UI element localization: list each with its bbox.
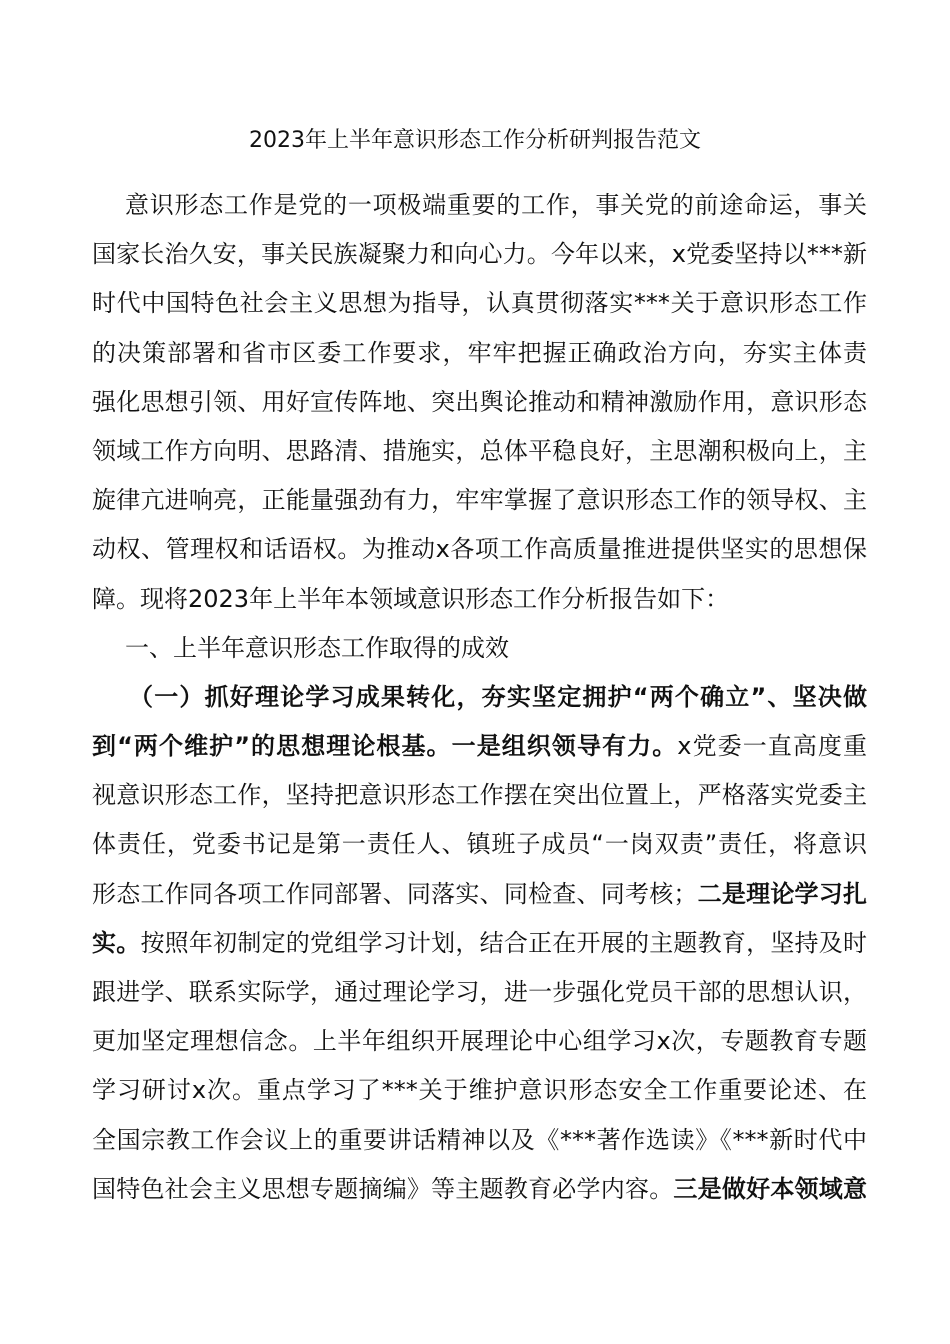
intro-line-1: 意识形态工作是党的一项极端重要的工作，事关党的前途命运，事关 [125, 191, 867, 219]
point-1-label: 一是组织领导有力。 [451, 732, 678, 761]
body-line-3: 视意识形态工作，坚持把意识形态工作摆在突出位置上，严格落实党委主 [92, 781, 867, 810]
line-6-tail: 按照年初制定的党组学习计划，结合正在开展的主题教育，坚持及时 [140, 928, 867, 957]
document-title: 2023年上半年意识形态工作分析研判报告范文 [249, 128, 701, 153]
body-line-7: 跟进学、联系实际学，通过理论学习，进一步强化党员干部的思想认识， [92, 978, 867, 1006]
subsection-heading-line-1: （一）抓好理论学习成果转化，夯实坚定拥护“两个确立”、坚决做 [129, 682, 867, 711]
intro-line-6: 领域工作方向明、思路清、措施实，总体平稳良好，主思潮积极向上，主 [92, 436, 867, 465]
document-body [92, 181, 867, 1214]
body-line-8: 更加坚定理想信念。上半年组织开展理论中心组学习x次，专题教育专题 [92, 1027, 867, 1056]
intro-line-8: 动权、管理权和话语权。为推动x各项工作高质量推进提供坚实的思想保 [92, 535, 867, 564]
intro-line-7: 旋律亢进响亮，正能量强劲有力，牢牢掌握了意识形态工作的领导权、主 [92, 486, 867, 515]
line-5-head: 形态工作同各项工作同部署、同落实、同检查、同考核； [92, 879, 698, 908]
intro-line-4: 的决策部署和省市区委工作要求，牢牢把握正确政治方向，夯实主体责 [92, 338, 867, 367]
point-2-label-a: 二是理论学习扎 [697, 879, 867, 908]
point-3-label: 三是做好本领域意 [673, 1174, 867, 1203]
line-11-head: 国特色社会主义思想专题摘编》等主题教育必学内容。 [92, 1174, 674, 1203]
body-line-6 [92, 919, 867, 968]
intro-line-5: 强化思想引领、用好宣传阵地、突出舆论推动和精神激励作用，意识形态 [92, 387, 867, 416]
line-2-tail: x党委一直高度重 [677, 732, 867, 761]
intro-line-2: 国家长治久安，事关民族凝聚力和向心力。今年以来，x党委坚持以***新 [92, 240, 867, 269]
subsection-line-2 [92, 722, 867, 771]
body-line-5 [92, 870, 867, 919]
body-line-11 [92, 1165, 867, 1214]
section-heading-1: 一、上半年意识形态工作取得的成效 [125, 633, 509, 662]
point-2-label-b: 实。 [92, 928, 141, 957]
body-line-10: 全国宗教工作会议上的重要讲话精神以及《***著作选读》《***新时代中 [92, 1125, 867, 1154]
subsection-heading-line-2: 到“两个维护”的思想理论根基。 [92, 732, 452, 761]
body-line-9: 学习研讨x次。重点学习了***关于维护意识形态安全工作重要论述、在 [92, 1076, 867, 1105]
body-line-4: 体责任，党委书记是第一责任人、镇班子成员“一岗双责”责任，将意识 [92, 830, 867, 859]
intro-line-3: 时代中国特色社会主义思想为指导，认真贯彻落实***关于意识形态工作 [92, 289, 867, 318]
intro-line-9: 障。现将2023年上半年本领域意识形态工作分析报告如下： [92, 584, 730, 613]
